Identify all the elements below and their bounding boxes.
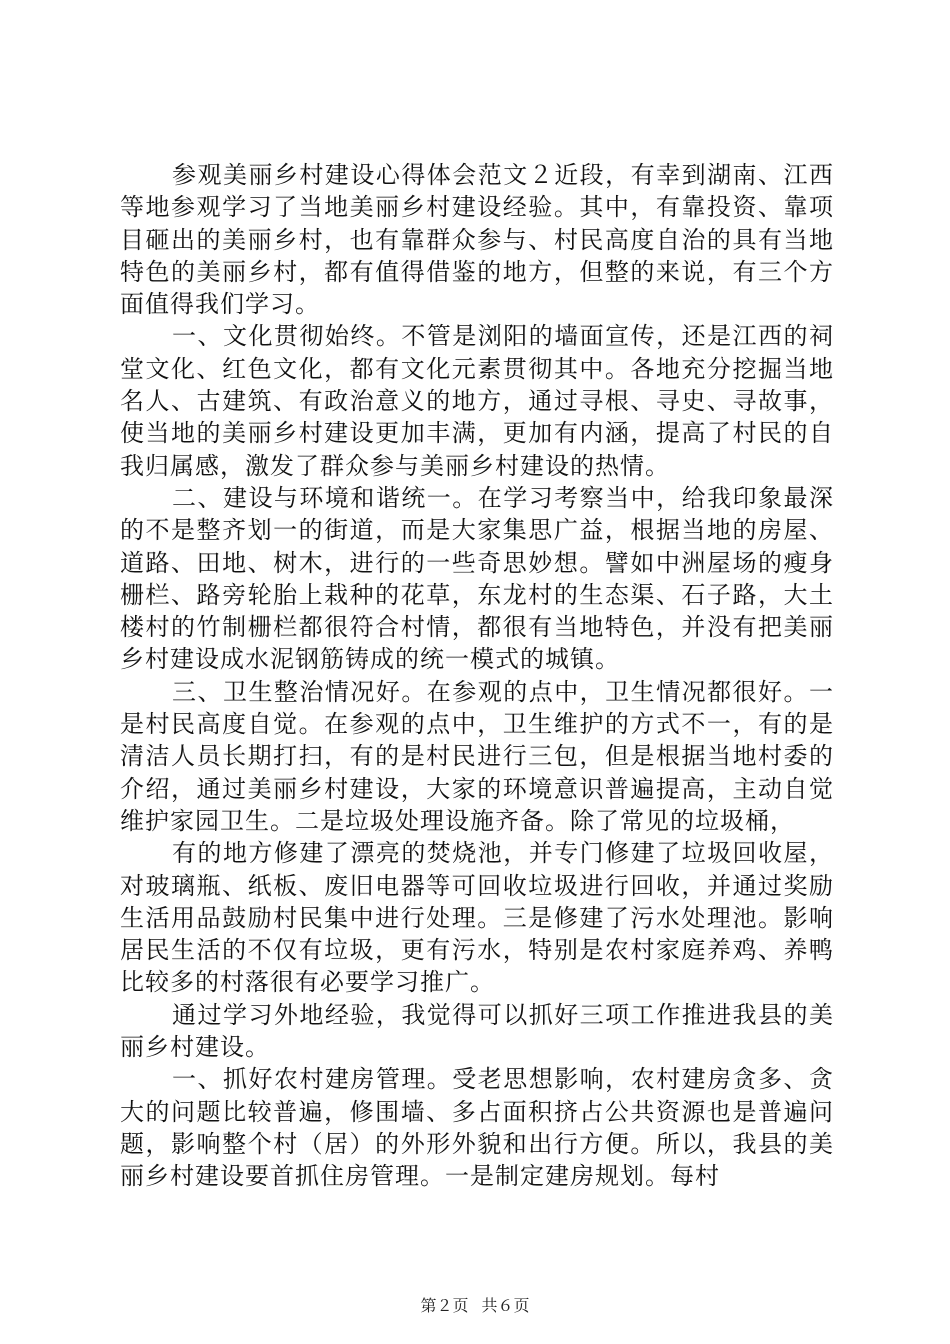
document-body <box>120 159 834 1193</box>
paragraph-lessons: 通过学习外地经验，我觉得可以抓好三项工作推进我县的美丽乡村建设。 <box>120 1000 834 1062</box>
paragraph-intro: 参观美丽乡村建设心得体会范文２近段，有幸到湖南、江西等地参观学习了当地美丽乡村建设经验。其中，有靠投资、靠项目砸出的美丽乡村，也有靠群众参与、村民高度自治的具有当地特色的美丽乡村，都有值得借鉴的地方，但整的来说，有三个方面值得我们学习。 <box>120 161 834 319</box>
page-number: 第２页 <box>420 1296 469 1315</box>
paragraph-harmony: 二、建设与环境和谐统一。在学习考察当中，给我印象最深的不是整齐划一的街道，而是大家集思广益，根据当地的房屋、道路、田地、树木，进行的一些奇思妙想。譬如中洲屋场的瘦身栅栏、路旁轮胎上栽种的花草，东龙村的生态渠、石子路，大土楼村的竹制栅栏都很符合村情，都很有当地特色，并没有把美丽乡村建设成水泥钢筋铸成的统一模式的城镇。 <box>120 483 834 674</box>
paragraph-culture: 一、文化贯彻始终。不管是浏阳的墙面宣传，还是江西的祠堂文化、红色文化，都有文化元素贯彻其中。各地充分挖掘当地名人、古建筑、有政治意义的地方，通过寻根、寻史、寻故事，使当地的美丽乡村建设更加丰满，更加有内涵，提高了村民的自我归属感，激发了群众参与美丽乡村建设的热情。 <box>120 322 834 480</box>
paragraph-sanitation: 三、卫生整治情况好。在参观的点中，卫生情况都很好。一是村民高度自觉。在参观的点中，卫生维护的方式不一，有的是清洁人员长期打扫，有的是村民进行三包，但是根据当地村委的介绍，通过美丽乡村建设，大家的环境意识普遍提高，主动自觉维护家园卫生。二是垃圾处理设施齐备。除了常见的垃圾桶， <box>120 677 834 835</box>
page-footer <box>0 1293 950 1316</box>
paragraph-waste-facilities: 有的地方修建了漂亮的焚烧池，并专门修建了垃圾回收屋，对玻璃瓶、纸板、废旧电器等可回收垃圾进行回收，并通过奖励生活用品鼓励村民集中进行处理。三是修建了污水处理池。影响居民生活的不仅有垃圾，更有污水，特别是农村家庭养鸡、养鸭比较多的村落很有必要学习推广。 <box>120 839 834 997</box>
paragraph-housing: 一、抓好农村建房管理。受老思想影响，农村建房贪多、贪大的问题比较普遍，修围墙、多占面积挤占公共资源也是普遍问题，影响整个村（居）的外形外貌和出行方便。所以，我县的美丽乡村建设要首抓住房管理。一是制定建房规划。每村 <box>120 1065 834 1191</box>
page-total: 共６页 <box>481 1296 530 1315</box>
